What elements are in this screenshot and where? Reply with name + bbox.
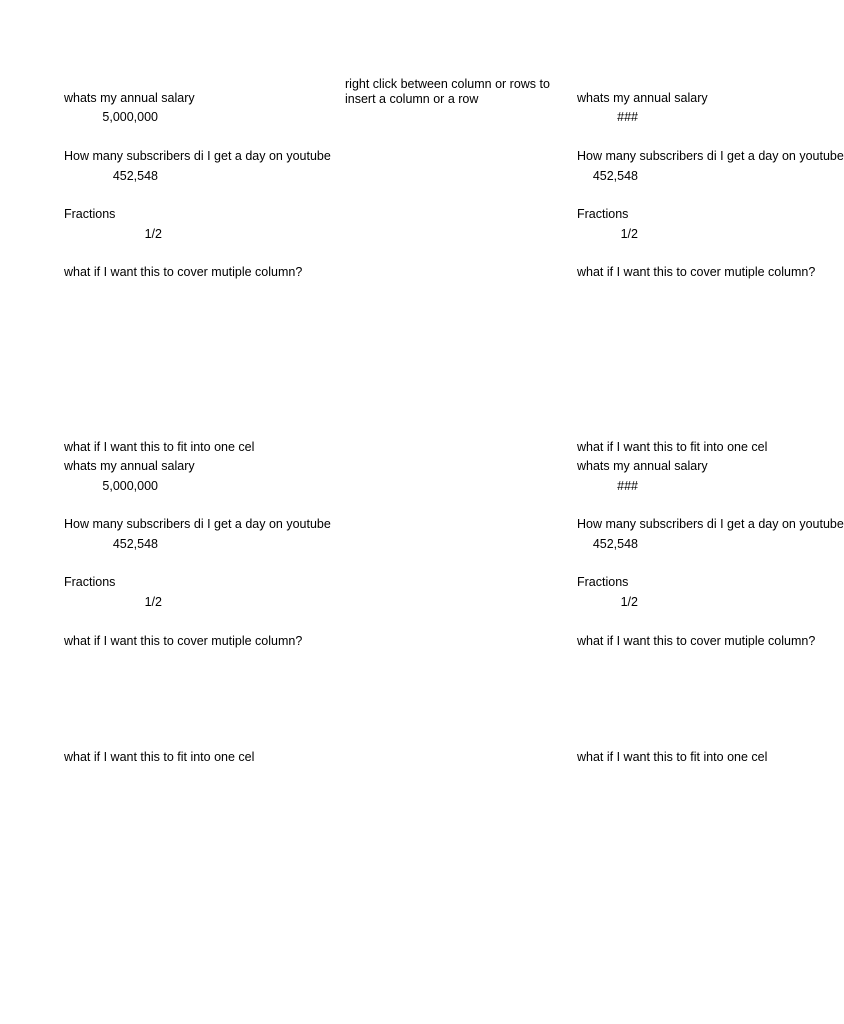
salary-label: whats my annual salary — [577, 91, 708, 105]
salary-label: whats my annual salary — [577, 459, 708, 473]
fraction-value: 1/2 — [620, 595, 638, 609]
cover-columns-label: what if I want this to cover mutiple column? — [577, 265, 816, 279]
fractions-label: Fractions — [64, 575, 116, 589]
fraction-value: 1/2 — [620, 227, 638, 241]
salary-value-overflow: ### — [617, 479, 638, 493]
cover-columns-label: what if I want this to cover mutiple column? — [577, 634, 816, 648]
salary-label: whats my annual salary — [64, 91, 195, 105]
subscribers-label: How many subscribers di I get a day on youtube — [64, 149, 331, 163]
fit-one-cell-label: what if I want this to fit into one cel — [64, 440, 255, 454]
subscribers-value: 452,548 — [112, 169, 158, 183]
note-line-2: insert a column or a row — [345, 92, 479, 106]
fractions-label: Fractions — [577, 207, 629, 221]
subscribers-label: How many subscribers di I get a day on youtube — [577, 517, 844, 531]
salary-label: whats my annual salary — [64, 459, 195, 473]
note-line-1: right click between column or rows to — [345, 77, 550, 91]
salary-value: 5,000,000 — [102, 110, 158, 124]
fit-one-cell-label: what if I want this to fit into one cel — [577, 750, 768, 764]
cover-columns-label: what if I want this to cover mutiple column? — [64, 265, 303, 279]
fit-one-cell-label: what if I want this to fit into one cel — [577, 440, 768, 454]
fractions-label: Fractions — [577, 575, 629, 589]
salary-value-overflow: ### — [617, 110, 638, 124]
salary-value: 5,000,000 — [102, 479, 158, 493]
subscribers-value: 452,548 — [592, 169, 638, 183]
fractions-label: Fractions — [64, 207, 116, 221]
fraction-value: 1/2 — [144, 595, 162, 609]
subscribers-value: 452,548 — [592, 537, 638, 551]
fraction-value: 1/2 — [144, 227, 162, 241]
subscribers-label: How many subscribers di I get a day on youtube — [64, 517, 331, 531]
fit-one-cell-label: what if I want this to fit into one cel — [64, 750, 255, 764]
subscribers-value: 452,548 — [112, 537, 158, 551]
cover-columns-label: what if I want this to cover mutiple column? — [64, 634, 303, 648]
subscribers-label: How many subscribers di I get a day on youtube — [577, 149, 844, 163]
